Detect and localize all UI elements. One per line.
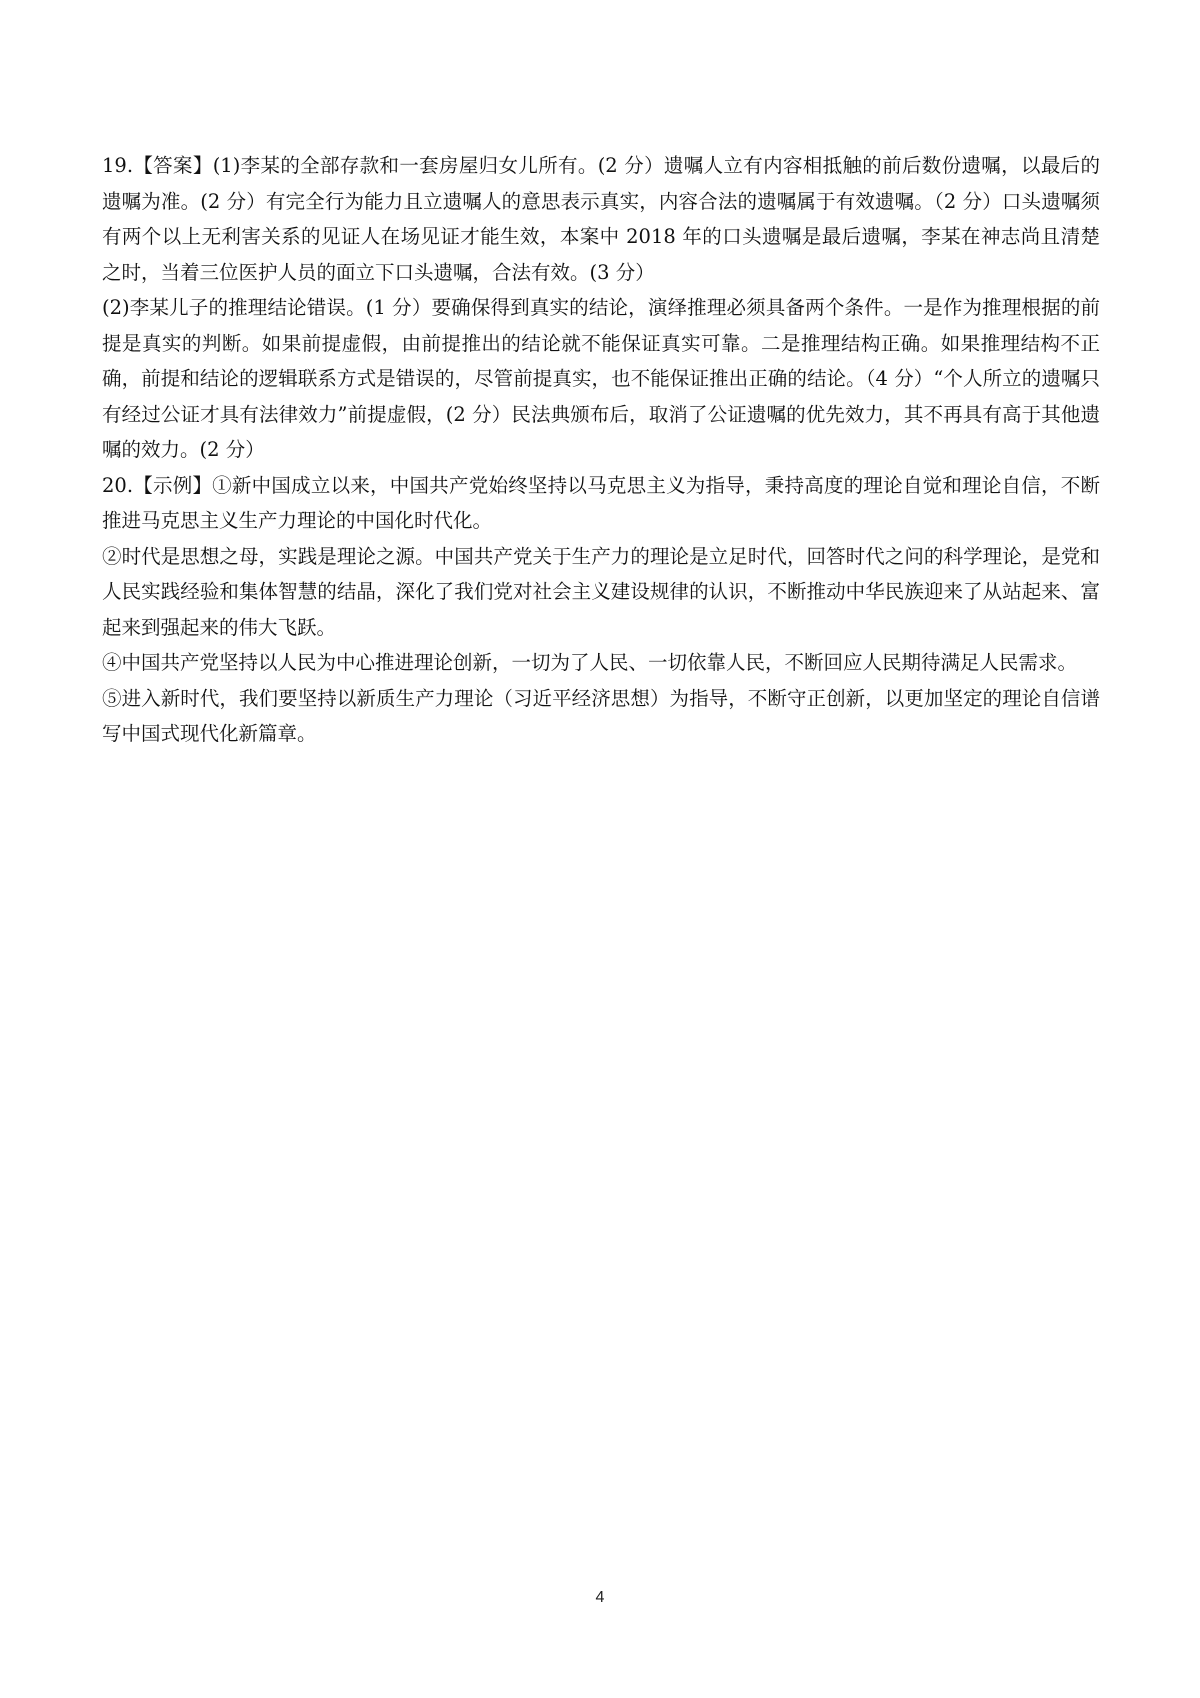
q20-example-point5: ⑤进入新时代，我们要坚持以新质生产力理论（习近平经济思想）为指导，不断守正创新，以更加坚定的理论自信谱写中国式现代化新篇章。 <box>102 686 1100 745</box>
q20-example-point4: ④中国共产党坚持以人民为中心推进理论创新，一切为了人民、一切依靠人民，不断回应人民期待满足人民需求。 <box>102 651 1078 674</box>
q20-example-point2: ②时代是思想之母，实践是理论之源。中国共产党关于生产力的理论是立足时代，回答时代之问的科学理论，是党和人民实践经验和集体智慧的结晶，深化了我们党对社会主义建设规律的认识，不断推动中华民族迎来了从站起来、富起来到强起来的伟大飞跃。 <box>102 544 1100 639</box>
page-number: 4 <box>595 1589 605 1606</box>
q19-answer-part1: 19.【答案】(1)李某的全部存款和一套房屋归女儿所有。(2 分）遗嘱人立有内容相抵触的前后数份遗嘱，以最后的遗嘱为准。(2 分）有完全行为能力且立遗嘱人的意思表示真实，内容合法的遗嘱属于有效遗嘱。（2 分）口头遗嘱须有两个以上无利害关系的见证人在场见证才能生效，本案中 2018 年的口头遗嘱是最后遗嘱，李某在神志尚且清楚之时，当着三位医护人员的面立下口头遗嘱，合法有效。(3 分） <box>102 154 1100 284</box>
q20-example-point1: 20.【示例】①新中国成立以来，中国共产党始终坚持以马克思主义为指导，秉持高度的理论自觉和理论自信，不断推进马克思主义生产力理论的中国化时代化。 <box>102 473 1100 532</box>
q19-answer-part2: (2)李某儿子的推理结论错误。(1 分）要确保得到真实的结论，演绎推理必须具备两个条件。一是作为推理根据的前提是真实的判断。如果前提虚假，由前提推出的结论就不能保证真实可靠。二是推理结构正确。如果推理结构不正确，前提和结论的逻辑联系方式是错误的，尽管前提真实，也不能保证推出正确的结论。（4 分）“个人所立的遗嘱只有经过公证才具有法律效力”前提虚假，(2 分）民法典颁布后，取消了公证遗嘱的优先效力，其不再具有高于其他遗嘱的效力。(2 分） <box>102 296 1100 461</box>
answer-content <box>102 148 1100 752</box>
